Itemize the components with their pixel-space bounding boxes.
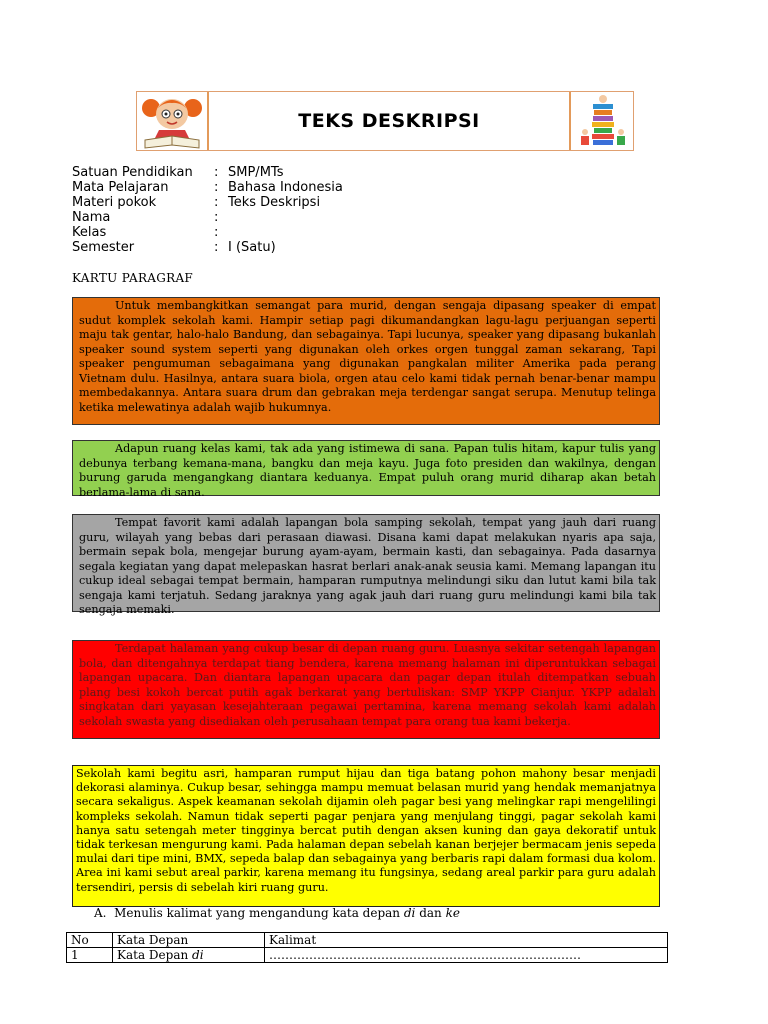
- info-row: [72, 210, 428, 225]
- info-label: Mata Pelajaran: [72, 180, 169, 195]
- exercise-word-di: di: [403, 906, 416, 920]
- paragraph-text: Untuk membangkitkan semangat para murid, dengan sengaja dipasang speaker di empat sudut komplek sekolah kami. Hampir setiap pagi dikumandangkan lagu-lagu perjuangan seperti maju tak gentar, halo-halo Bandung, dan sebagainya. Tapi lucunya, speaker yang dipasang bukanlah speaker sound system seperti yang digunakan oleh orkes orgen tunggal zaman sekarang, Tapi speaker pengumuman sebagaimana yang digunakan pangkalan militer Amerika pada perang Vietnam dulu. Hasilnya, antara suara biola, orgen atau celo kami tidak pernah benar-benar mampu membedakannya. Antara suara drum dan gebrakan meja terdengar sangat serupa. Menutup telinga ketika melewatinya adalah wajib hukumnya.: [79, 299, 656, 414]
- table-header: No: [67, 933, 113, 948]
- info-colon: :: [214, 210, 219, 225]
- paragraph-text: Adapun ruang kelas kami, tak ada yang istimewa di sana. Papan tulis hitam, kapur tulis yang debunya terbang kemana-mana, bangku dan meja kayu. Juga foto presiden dan wakilnya, dengan burung garuda mengangkang diantara keduanya. Empat puluh orang murid diharap akan betah berlama-lama di sana.: [79, 442, 656, 499]
- kata-depan-word: di: [192, 948, 204, 962]
- exercise-text: Menulis kalimat yang mengandung kata depan: [114, 906, 404, 920]
- paragraph-text: Sekolah kami begitu asri, hamparan rumput hijau dan tiga batang pohon mahony besar menjadi dekorasi alaminya. Cukup besar, sehingga mampu memuat belasan murid yang hendak memanjatnya secara sekaligus. Aspek keamanan sekolah dijamin oleh pagar besi yang melingkar rapi mengelilingi kompleks sekolah. Namun tidak seperti pagar penjara yang menjulang tinggi, pagar sekolah kami hanya satu setengah meter tingginya bercat putih dengan aksen kuning dan gaya dekoratif untuk tidak terkesan mengurung kami. Pada halaman depan sebelah kanan berjejer bermacam jenis sepeda mulai dari tipe mini, BMX, sepeda balap dan sebagainya yang berbaris rapi dalam formasi dua kolom. Area ini kami sebut areal parkir, karena memang itu fungsinya, sedang areal parkir para guru adalah tersendiri, persis di sebelah kiri ruang guru.: [76, 767, 656, 894]
- info-label: Semester: [72, 240, 135, 255]
- info-row: [72, 165, 428, 180]
- table-row: [67, 948, 668, 963]
- section-title: KARTU PARAGRAF: [72, 271, 194, 285]
- paragraph-card-gray: [72, 514, 660, 616]
- table-cell-kata-depan: [113, 948, 265, 963]
- info-value: I (Satu): [228, 240, 276, 255]
- table-header: Kalimat: [265, 933, 668, 948]
- book-stack-illustration: [571, 92, 633, 150]
- info-value: Bahasa Indonesia: [228, 180, 343, 195]
- page-title: TEKS DESKRIPSI: [298, 110, 480, 132]
- info-colon: :: [214, 240, 219, 255]
- paragraph-card-red: [72, 640, 660, 739]
- table-header: Kata Depan: [113, 933, 265, 948]
- exercise-word-ke: ke: [445, 906, 460, 920]
- paragraph-text: Tempat favorit kami adalah lapangan bola samping sekolah, tempat yang jauh dari ruang guru, wilayah yang bebas dari perasaan diawasi. Disana kami dapat melakukan nyaris apa saja, bermain sepak bola, mengejar burung ayam-ayam, bermain kasti, dan sebagainya. Pada dasarnya segala kegiatan yang dapat melepaskan hasrat berlari anak-anak seusia kami. Memang lapangan itu cukup ideal sebagai tempat bermain, hamparan rumputnya melindungi siku dan lutut kami bila tak sengaja kami terjatuh. Sedang jaraknya yang agak jauh dari ruang guru melindungi kami bila tak sengaja memaki.: [79, 516, 656, 616]
- info-value: [228, 210, 428, 225]
- info-colon: :: [214, 165, 219, 180]
- table-header-row: [67, 933, 668, 948]
- info-value: SMP/MTs: [228, 165, 284, 180]
- info-colon: :: [214, 180, 219, 195]
- info-label: Nama: [72, 210, 111, 225]
- info-label: Materi pokok: [72, 195, 157, 210]
- exercise-middle: dan: [415, 906, 446, 920]
- info-row: [72, 195, 428, 210]
- paragraph-card-orange: [72, 297, 660, 425]
- info-row: [72, 225, 428, 240]
- paragraph-text: Terdapat halaman yang cukup besar di depan ruang guru. Luasnya sekitar setengah lapangan bola, dan ditengahnya terdapat tiang bendera, karena memang halaman ini diperuntukkan sebagai lapangan upacara. Dan diantara lapangan upacara dan pagar depan itulah ditempatkan sebuah plang besi kokoh bercat putih agak berkarat yang bertuliskan: SMP YKPP Cianjur. YKPP adalah singkatan dari yayasan kesejahteraan pegawai pertamina, karena memang sekolah kami adalah sekolah swasta yang disediakan oleh perusahaan tempat para orang tua kami bekerja.: [79, 642, 656, 728]
- paragraph-card-green: [72, 440, 660, 499]
- info-row: [72, 180, 428, 195]
- info-colon: :: [214, 195, 219, 210]
- info-label: Satuan Pendidikan: [72, 165, 193, 180]
- info-row: [72, 240, 428, 255]
- header-banner: [136, 91, 634, 151]
- table-cell-kalimat[interactable]: ……………………………………………………………………: [265, 948, 668, 963]
- exercise-marker: A.: [94, 906, 107, 920]
- paragraph-card-yellow: [72, 765, 660, 907]
- info-value: Teks Deskripsi: [228, 195, 321, 210]
- exercise-instruction: [94, 906, 460, 920]
- document-info: [72, 165, 428, 255]
- kata-depan-label: Kata Depan: [117, 948, 193, 962]
- info-colon: :: [214, 225, 219, 240]
- info-label: Kelas: [72, 225, 107, 240]
- info-value: [228, 225, 428, 240]
- table-cell-no: 1: [67, 948, 113, 963]
- answer-table: [66, 932, 668, 963]
- reading-girl-illustration: [137, 92, 207, 150]
